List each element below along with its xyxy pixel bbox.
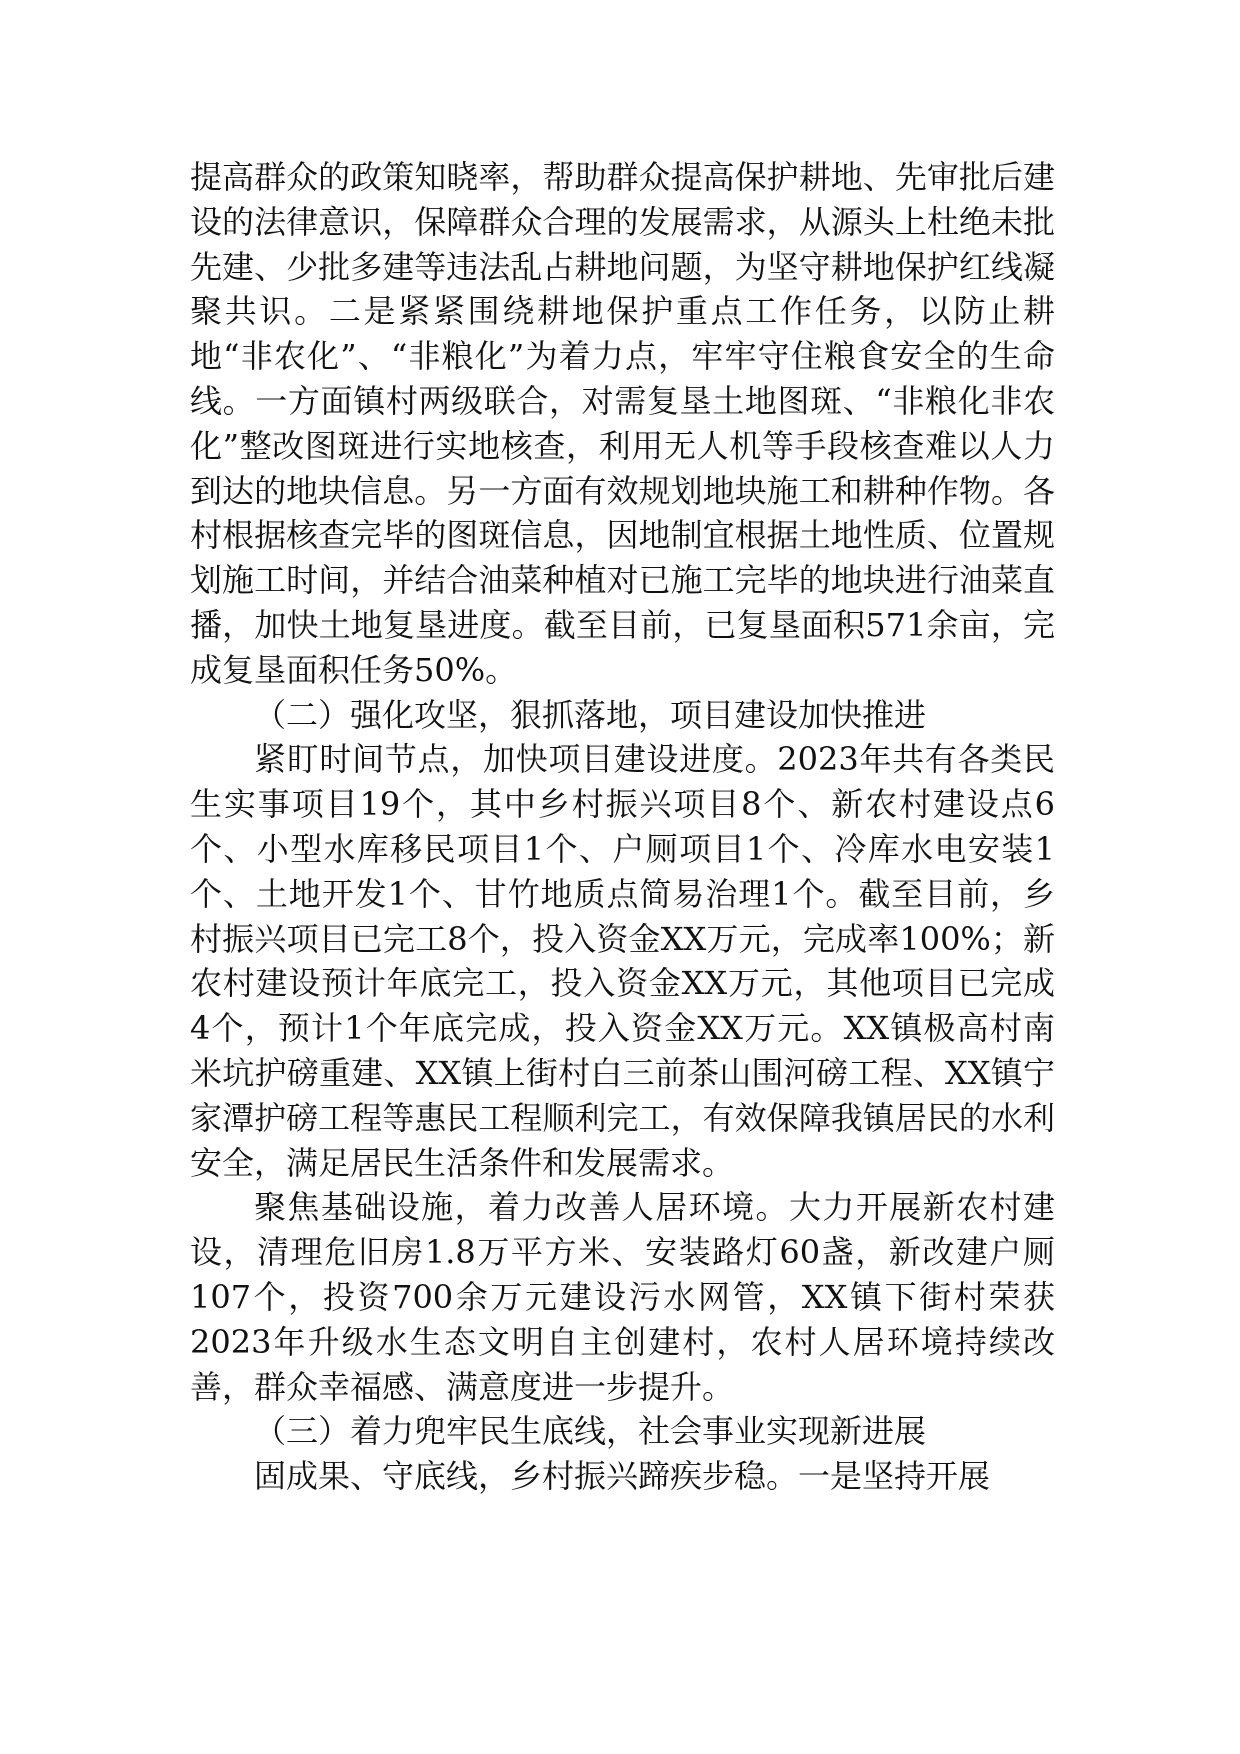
- paragraph-rural-revitalization: 固成果、守底线，乡村振兴蹄疾步稳。一是坚持开展: [254, 1457, 991, 1496]
- section-heading-livelihood: （三）着力兜牢民生底线，社会事业实现新进展: [254, 1412, 927, 1451]
- paragraph-farmland-protection: 提高群众的政策知晓率，帮助群众提高保护耕地、先审批后建设的法律意识，保障群众合理的发展需求，从源头上杜绝未批先建、少批多建等违法乱占耕地问题，为坚守耕地保护红线凝聚共识。二是紧紧围绕耕地保护重点工作任务，以防止耕地“非农化”、“非粮化”为着力点，牢牢守住粮食安全的生命线。一方面镇村两级联合，对需复垦土地图斑、“非粮化非农化”整改图斑进行实地核查，利用无人机等手段核查难以人力到达的地块信息。另一方面有效规划地块施工和耕种作物。各村根据核查完毕的图斑信息，因地制宜根据土地性质、位置规划施工时间，并结合油菜种植对已施工完毕的地块进行油菜直播，加快土地复垦进度。截至目前，已复垦面积571余亩，完成复垦面积任务50%。: [190, 158, 1055, 689]
- document-body: [190, 155, 1055, 1499]
- paragraph-project-progress: 紧盯时间节点，加快项目建设进度。2023年共有各类民生实事项目19个，其中乡村振兴项目8个、新农村建设点6个、小型水库移民项目1个、户厕项目1个、冷库水电安装1个、土地开发1个、甘竹地质点简易治理1个。截至目前，乡村振兴项目已完工8个，投入资金XX万元，完成率100%；新农村建设预计年底完工，投入资金XX万元，其他项目已完成4个，预计1个年底完成，投入资金XX万元。XX镇极高村南米坑护磅重建、XX镇上街村白三前茶山围河磅工程、XX镇宁家潭护磅工程等惠民工程顺利完工，有效保障我镇居民的水利安全，满足居民生活条件和发展需求。: [190, 740, 1055, 1182]
- paragraph-infrastructure: 聚焦基础设施，着力改善人居环境。大力开展新农村建设，清理危旧房1.8万平方米、安装路灯60盏，新改建户厕107个，投资700余万元建设污水网管，XX镇下街村荣获2023年升级水生态文明自主创建村，农村人居环境持续改善，群众幸福感、满意度进一步提升。: [190, 1188, 1055, 1406]
- section-heading-projects: （二）强化攻坚，狠抓落地，项目建设加快推进: [254, 695, 927, 734]
